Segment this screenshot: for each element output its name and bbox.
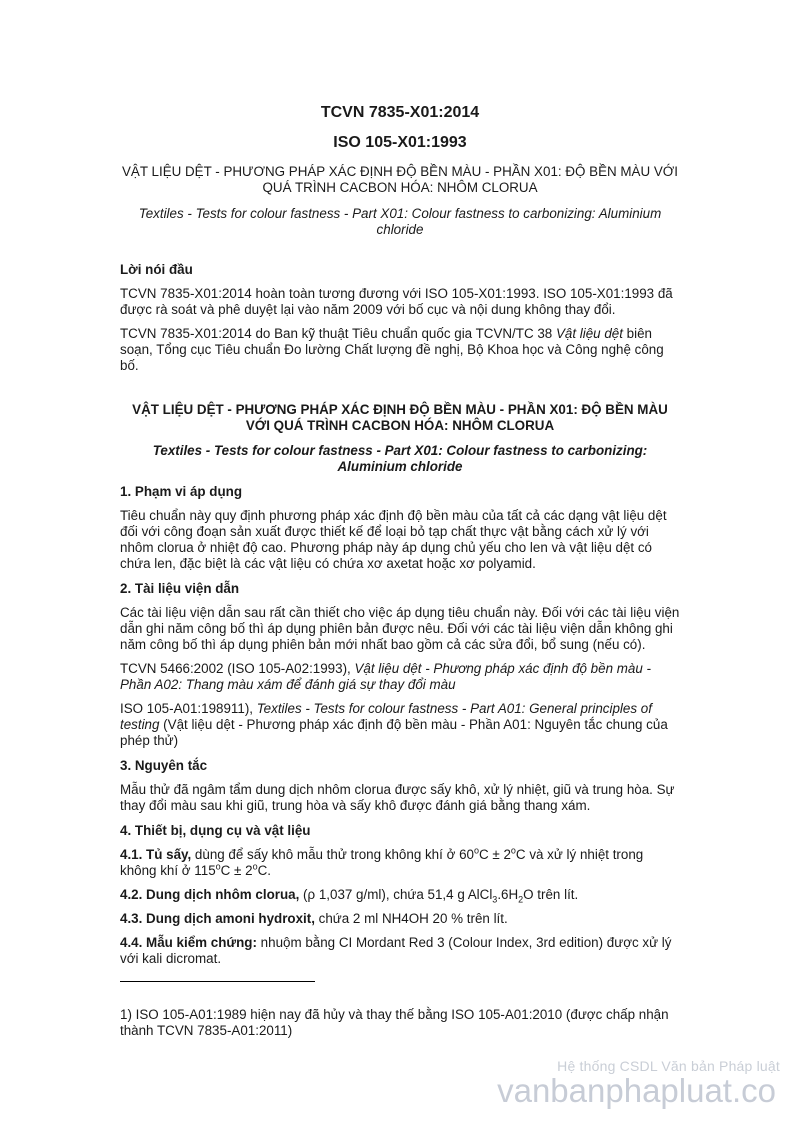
section-4-1 [120, 847, 680, 879]
standard-title-vi: VẬT LIỆU DỆT - PHƯƠNG PHÁP XÁC ĐỊNH ĐỘ BỀN MÀU - PHẦN X01: ĐỘ BỀN MÀU VỚI QUÁ TRÌNH CACBON HÓA: NHÔM CLORUA [132, 402, 668, 433]
section-1-text: Tiêu chuẩn này quy định phương pháp xác định độ bền màu của tất cả các dạng vật liệu dệt đối với công đoạn sản xuất được thiết kế để loại bỏ tạp chất thực vật bằng cách xử lý với nhôm clorua ở nhiệt độ cao. Phương pháp này áp dụng chủ yếu cho len và vật liệu dệt có chứa len, đặc biệt là các vật liệu có chứa xơ axetat hoặc xơ polyamid. [120, 508, 667, 571]
footnote-divider [120, 981, 315, 982]
foreword-heading: Lời nói đầu [120, 262, 193, 277]
reference-2 [120, 701, 680, 749]
document-title-en: Textiles - Tests for colour fastness - Part X01: Colour fastness to carbonizing: Aluminium chloride [138, 206, 662, 237]
subscript: 3 [492, 894, 498, 905]
section-3-heading: 3. Nguyên tắc [120, 758, 208, 773]
document-content [120, 103, 680, 1039]
section-4-1-text-c: C và xử lý nhiệt trong không khí ở 115 [120, 847, 644, 878]
section-4-1-text-b: C ± 2 [478, 847, 511, 862]
degree-sup: o [510, 845, 516, 856]
foreword-p2-committee: Vật liệu dệt [555, 326, 623, 341]
section-4-4-text: nhuộm bằng CI Mordant Red 3 (Colour Index, 3rd edition) được xử lý với kali dicromat. [120, 935, 672, 966]
section-2-text: Các tài liệu viện dẫn sau rất cần thiết cho việc áp dụng tiêu chuẩn này. Đối với các tài liệu viện dẫn ghi năm công bố thì áp dụng phiên bản được nêu. Đối với các tài liệu viện dẫn không ghi năm công bố thì áp dụng phiên bản mới nhất bao gồm cả các sửa đổi, bổ sung (nếu có). [120, 605, 680, 652]
tcvn-code: TCVN 7835-X01:2014 [320, 104, 480, 121]
section-4-2-text-b: .6H [497, 887, 519, 902]
section-2-heading: 2. Tài liệu viện dẫn [120, 581, 240, 596]
footnote: 1) ISO 105-A01:1989 hiện nay đã hủy và thay thế bằng ISO 105-A01:2010 (được chấp nhận thành TCVN 7835-A01:2011) [120, 1007, 669, 1038]
watermark-site: vanbanphapluat.co [497, 1072, 776, 1109]
section-4-1-label: 4.1. Tủ sấy, [120, 847, 192, 862]
reference-1-code: TCVN 5466:2002 (ISO 105-A02:1993), [120, 661, 355, 676]
foreword-paragraph-1: TCVN 7835-X01:2014 hoàn toàn tương đương với ISO 105-X01:1993. ISO 105-X01:1993 đã được rà soát và phê duyệt lại vào năm 2009 với bố cục và nội dung không thay đổi. [120, 286, 673, 317]
foreword-p2-text-a: TCVN 7835-X01:2014 do Ban kỹ thuật Tiêu chuẩn quốc gia TCVN/TC 38 [120, 326, 556, 341]
degree-sup: o [215, 861, 221, 872]
foreword-paragraph-2 [120, 326, 680, 374]
section-4-heading: 4. Thiết bị, dụng cụ và vật liệu [120, 823, 311, 838]
section-4-3-text: chứa 2 ml NH4OH 20 % trên lít. [314, 911, 508, 926]
section-3-text: Mẫu thử đã ngâm tẩm dung dịch nhôm clorua được sấy khô, xử lý nhiệt, giũ và trung hòa. Sự thay đổi màu sau khi giũ, trung hòa và sấy khô được đánh giá bằng thang xám. [120, 782, 675, 813]
degree-sup: o [252, 861, 258, 872]
section-1-heading: 1. Phạm vi áp dụng [120, 484, 243, 499]
standard-title-en: Textiles - Tests for colour fastness - Part X01: Colour fastness to carbonizing: Aluminium chloride [152, 443, 648, 474]
watermark-caption: Hệ thống CSDL Văn bản Pháp luật [557, 1058, 780, 1074]
section-4-3-label: 4.3. Dung dịch amoni hydroxit, [120, 911, 315, 926]
reference-2-code: ISO 105-A01:198911), [120, 701, 257, 716]
reference-2-title: Textiles - Tests for colour fastness - Part A01: General principles of testing [120, 701, 652, 732]
subscript: 2 [518, 894, 524, 905]
section-4-4 [120, 935, 680, 967]
section-4-3 [120, 911, 680, 927]
section-4-2-text-c: O trên lít. [523, 887, 579, 902]
section-4-1-text-a: dùng để sấy khô mẫu thử trong không khí ở 60 [191, 847, 474, 862]
section-4-4-label: 4.4. Mẫu kiểm chứng: [120, 935, 257, 950]
reference-1 [120, 661, 680, 693]
iso-code: ISO 105-X01:1993 [333, 134, 467, 151]
section-4-2-text-a: (ρ 1,037 g/ml), chứa 51,4 g AlCl [299, 887, 493, 902]
reference-2-translation: (Vật liệu dệt - Phương pháp xác định độ bền màu - Phần A01: Nguyên tắc chung của phép thử) [120, 717, 668, 748]
section-4-2 [120, 887, 680, 903]
section-4-1-text-e: C. [257, 863, 271, 878]
section-4-2-label: 4.2. Dung dịch nhôm clorua, [120, 887, 300, 902]
document-title-vi: VẬT LIỆU DỆT - PHƯƠNG PHÁP XÁC ĐỊNH ĐỘ BỀN MÀU - PHẦN X01: ĐỘ BỀN MÀU VỚI QUÁ TRÌNH CACBON HÓA: NHÔM CLORUA [122, 164, 678, 195]
section-4-1-text-d: C ± 2 [220, 863, 253, 878]
foreword-p2-text-b: biên soạn, Tổng cục Tiêu chuẩn Đo lường Chất lượng đề nghị, Bộ Khoa học và Công nghệ công bố. [120, 326, 664, 373]
reference-1-title: Vật liệu dệt - Phương pháp xác định độ bền màu - Phần A02: Thang màu xám để đánh giá sự thay đổi màu [120, 661, 651, 692]
degree-sup: o [473, 845, 479, 856]
